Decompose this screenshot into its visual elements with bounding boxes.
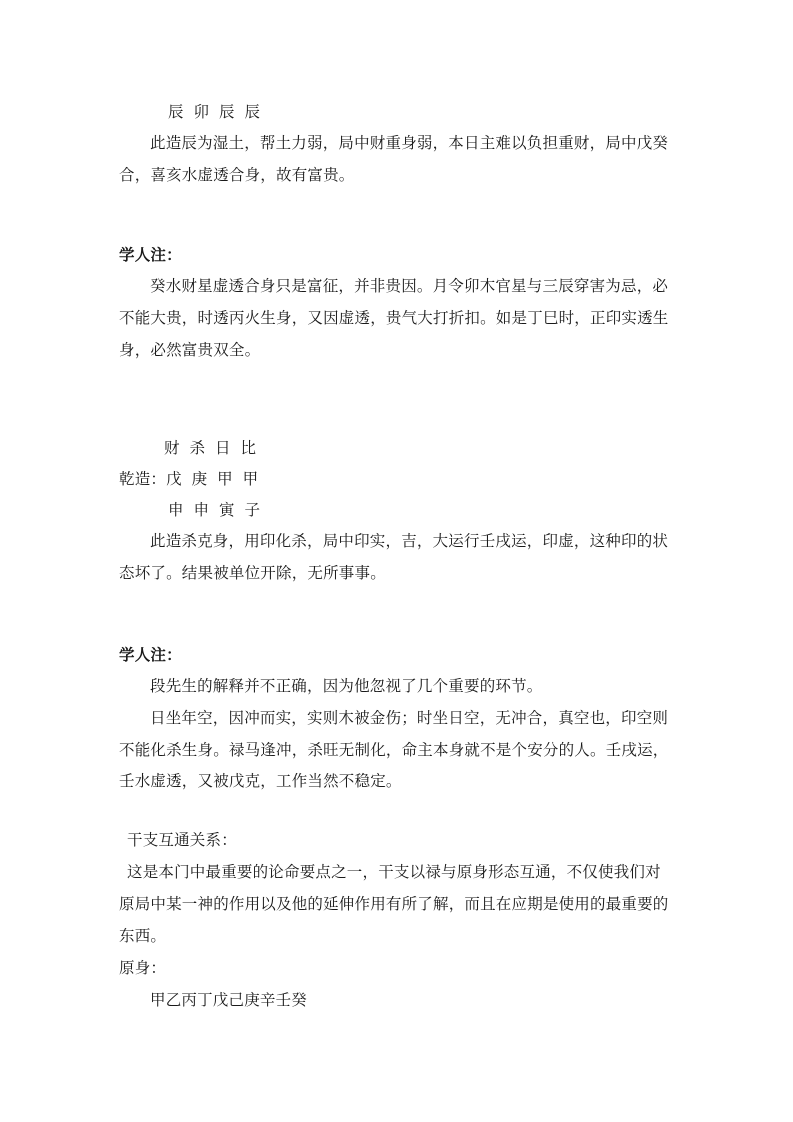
note-heading: 学人注： (119, 246, 182, 264)
paragraph-line: 态坏了。结果被单位开除，无所事事。 (119, 564, 386, 582)
paragraph-line: 这是本门中最重要的论命要点之一，干支以禄与原身形态互通，不仅使我们对 (127, 863, 661, 881)
paragraph-line: 此造杀克身，用印化杀，局中印实，吉，大运行壬戌运，印虚，这种印的状 (150, 532, 669, 550)
note-heading: 学人注： (119, 646, 182, 664)
paragraph-line: 此造辰为湿土，帮土力弱，局中财重身弱，本日主难以负担重财，局中戊癸 (150, 134, 669, 152)
chart-branches-row: 辰卯辰辰 (168, 103, 271, 121)
paragraph-line: 壬水虚透，又被戊克，工作当然不稳定。 (119, 772, 402, 790)
paragraph-line: 东西。 (119, 927, 167, 945)
paragraph-line: 合，喜亥水虚透合身，故有富贵。 (119, 166, 355, 184)
paragraph-line: 不能化杀生身。禄马逢冲，杀旺无制化，命主本身就不是个安分的人。壬戌运， (119, 741, 669, 759)
stems-list: 甲乙丙丁戊己庚辛壬癸 (150, 991, 308, 1009)
paragraph-line: 不能大贵，时透丙火生身，又因虚透，贵气大打折扣。如是丁巳时，正印实透生 (119, 309, 669, 327)
paragraph-line: 段先生的解释并不正确，因为他忽视了几个重要的环节。 (150, 677, 543, 695)
section-title: 干支互通关系： (127, 831, 237, 849)
chart-stems-row (119, 469, 268, 489)
paragraph-line: 身，必然富贵双全。 (119, 341, 261, 359)
qianzao-label: 乾造： (119, 470, 167, 488)
chart-stems: 戊庚甲甲 (166, 470, 269, 488)
chart-gods-row: 财杀日比 (164, 439, 267, 457)
paragraph-line: 癸水财星虚透合身只是富征，并非贵因。月令卯木官星与三辰穿害为忌，必 (150, 277, 669, 295)
yuanshen-label: 原身： (119, 959, 167, 977)
paragraph-line: 原局中某一神的作用以及他的延伸作用有所了解，而且在应期是使用的最重要的 (119, 895, 669, 913)
paragraph-line: 日坐年空，因冲而实，实则木被金伤；时坐日空，无冲合，真空也，印空则 (150, 709, 669, 727)
chart-branches-row: 申申寅子 (168, 501, 271, 519)
